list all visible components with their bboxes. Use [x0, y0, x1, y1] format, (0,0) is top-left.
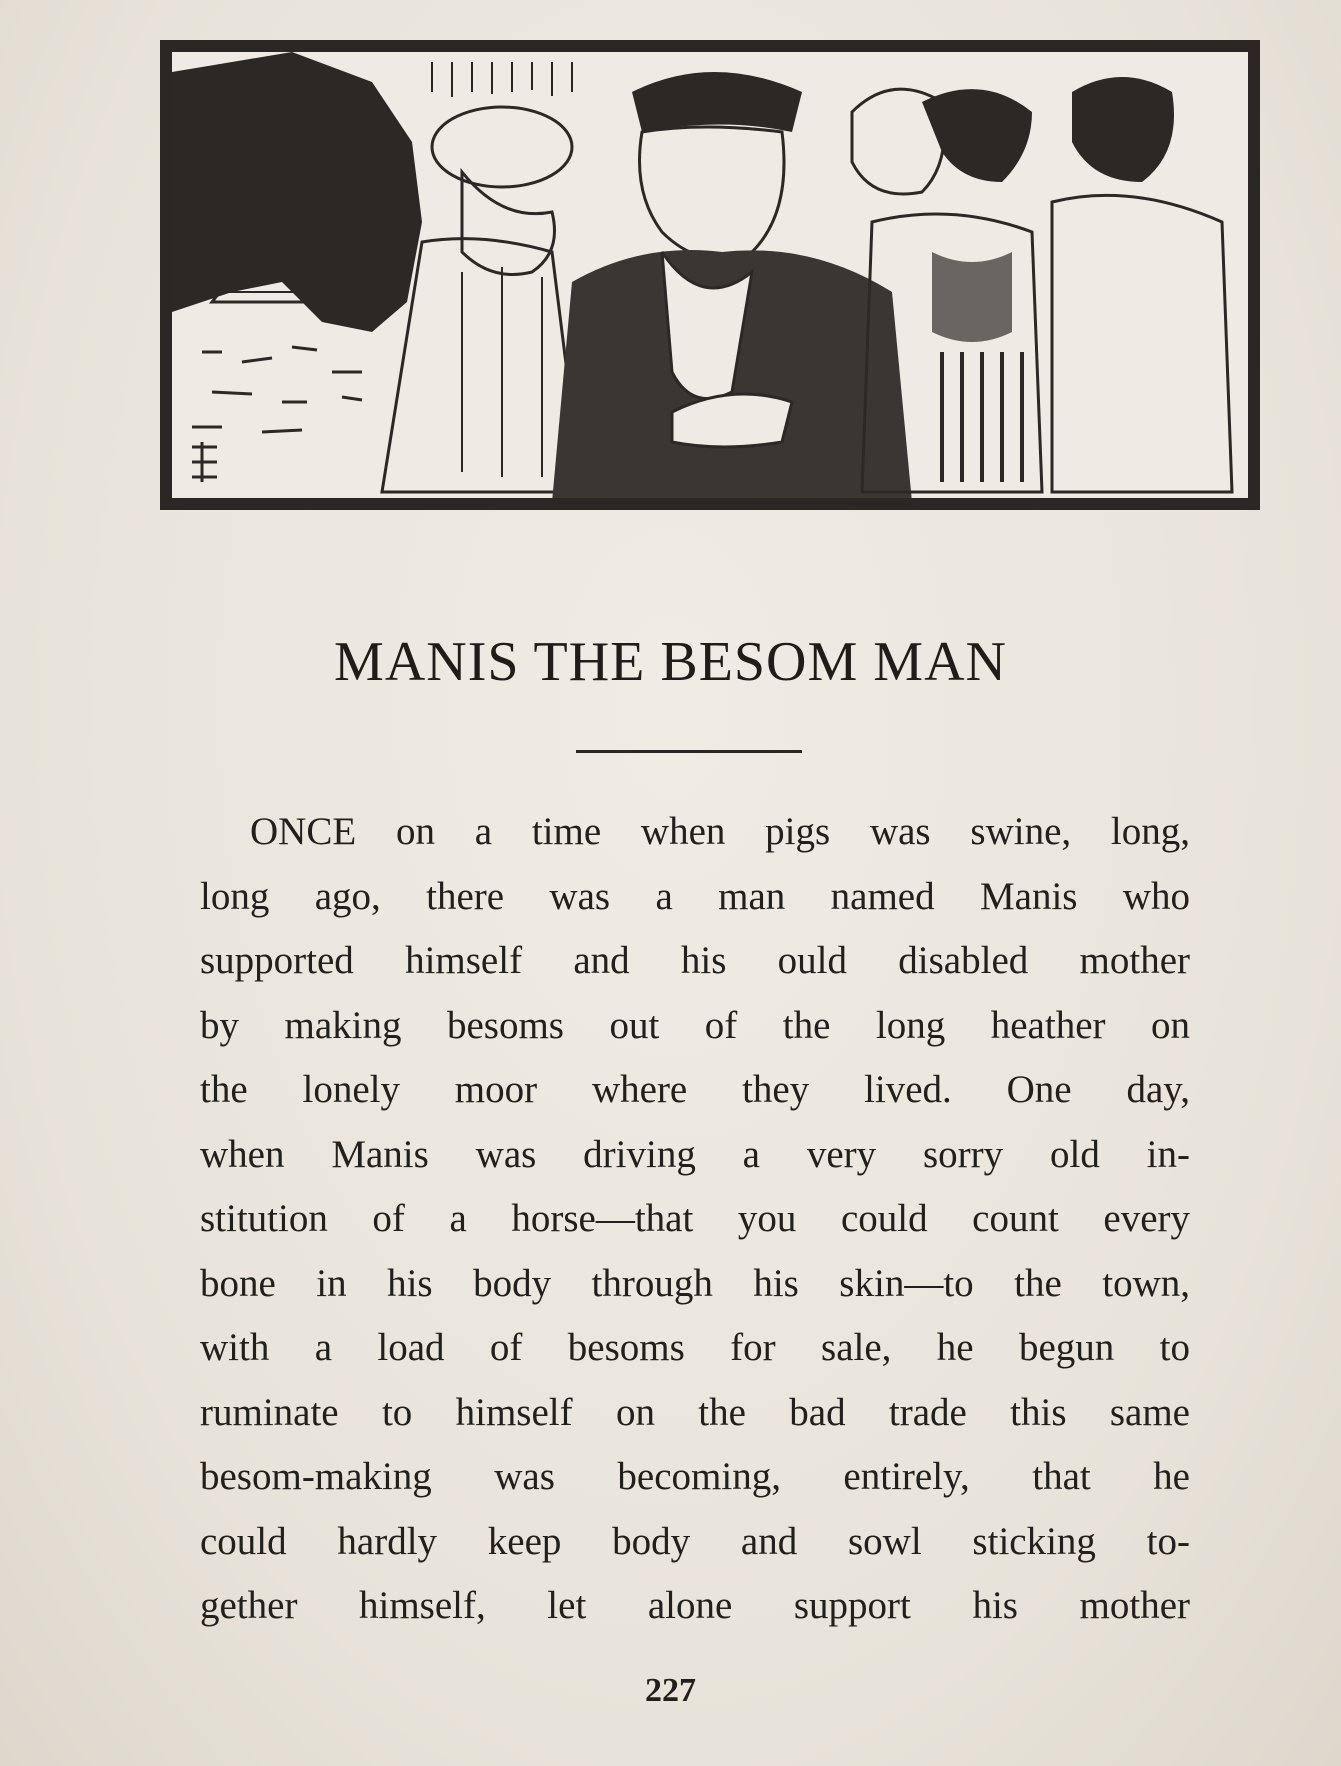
text-line: when Manis was driving a very sorry old in-: [200, 1132, 1190, 1176]
horse-silhouette: [172, 52, 422, 332]
text-line: could hardly keep body and sowl sticking to-: [200, 1519, 1190, 1563]
central-figure-hat: [632, 72, 802, 132]
text-line: ONCE on a time when pigs was swine, long,: [250, 810, 1190, 853]
woodcut-illustration: [160, 40, 1260, 510]
artist-monogram: [192, 442, 217, 482]
woodcut-drawing: [172, 52, 1248, 498]
chapter-title: MANIS THE BESOM MAN: [334, 631, 1007, 693]
text-line: bone in his body through his skin—to the town,: [200, 1261, 1190, 1305]
text-line: supported himself and his ould disabled mother: [200, 939, 1190, 982]
text-line: stitution of a horse—that you could count every: [200, 1197, 1190, 1240]
text-line: long ago, there was a man named Manis who: [200, 874, 1190, 918]
text-line: with a load of besoms for sale, he begun to: [200, 1326, 1190, 1369]
text-line: by making besoms out of the long heather on: [200, 1003, 1190, 1047]
page-number: 227: [645, 1672, 696, 1709]
figure-cap: [432, 107, 572, 187]
text-line: besom-making was becoming, entirely, that he: [200, 1455, 1190, 1498]
chapter-body: [200, 800, 1190, 1639]
text-line: the lonely moor where they lived. One day,: [200, 1068, 1190, 1111]
text-line: gether himself, let alone support his mother: [200, 1584, 1190, 1627]
title-divider: [576, 750, 802, 753]
text-line: ruminate to himself on the bad trade this same: [200, 1390, 1190, 1434]
